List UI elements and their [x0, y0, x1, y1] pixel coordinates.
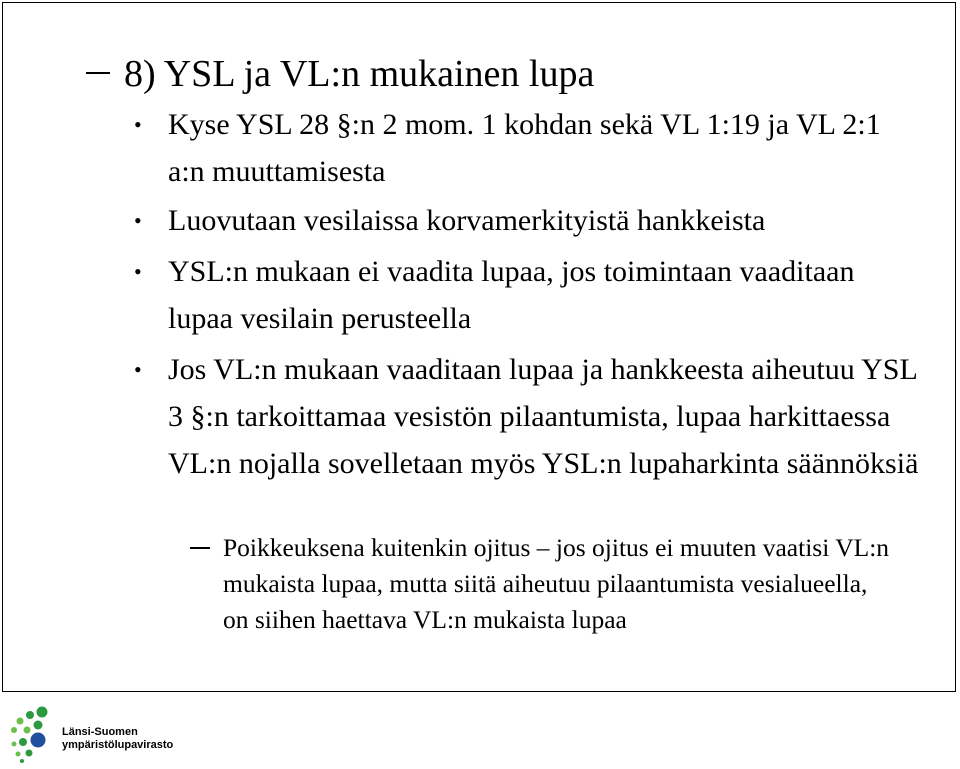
dots-logo-icon: [6, 706, 58, 764]
sub-bullet-item: [190, 530, 890, 638]
bullet-dot-icon: •: [134, 259, 142, 284]
bullet-dot-icon: •: [134, 112, 142, 137]
heading-text: 8) YSL ja VL:n mukainen lupa: [124, 53, 595, 95]
bullet-text: YSL:n mukaan ei vaadita lupaa, jos toimintaan vaaditaan lupaa vesilain perusteella: [168, 255, 855, 335]
bullet-dot-icon: •: [134, 208, 142, 233]
dash-marker: [86, 72, 110, 74]
bullet-text: Jos VL:n mukaan vaaditaan lupaa ja hankkeesta aiheutuu YSL 3 §:n tarkoittamaa vesistön pilaantumista, lupaa harkittaessa VL:n nojalla sovelletaan myös YSL:n lupaharkinta säännöksiä: [168, 353, 919, 480]
organization-name: [62, 726, 173, 752]
slide-heading: [86, 49, 594, 99]
footer-logo: [6, 706, 256, 764]
sub-bullet-text: Poikkeuksena kuitenkin ojitus – jos ojitus ei muuten vaatisi VL:n mukaista lupaa, mutta siitä aiheutuu pilaantumista vesialueella, on siihen haettava VL:n mukaista lupaa: [223, 533, 890, 634]
bullet-dot-icon: •: [134, 357, 142, 382]
org-line-2: ympäristölupavirasto: [62, 739, 174, 751]
bullet-text: Luovutaan vesilaissa korvamerkityistä hankkeista: [168, 204, 766, 237]
bullet-item: [134, 346, 924, 487]
bullet-item: [134, 248, 924, 342]
bullet-item: [134, 101, 924, 195]
org-line-1: Länsi-Suomen: [62, 726, 138, 738]
dash-marker: [190, 547, 210, 549]
bullet-text: Kyse YSL 28 §:n 2 mom. 1 kohdan sekä VL 1:19 ja VL 2:1 a:n muuttamisesta: [168, 108, 881, 188]
slide-frame: [2, 2, 956, 692]
bullet-item: [134, 197, 924, 244]
